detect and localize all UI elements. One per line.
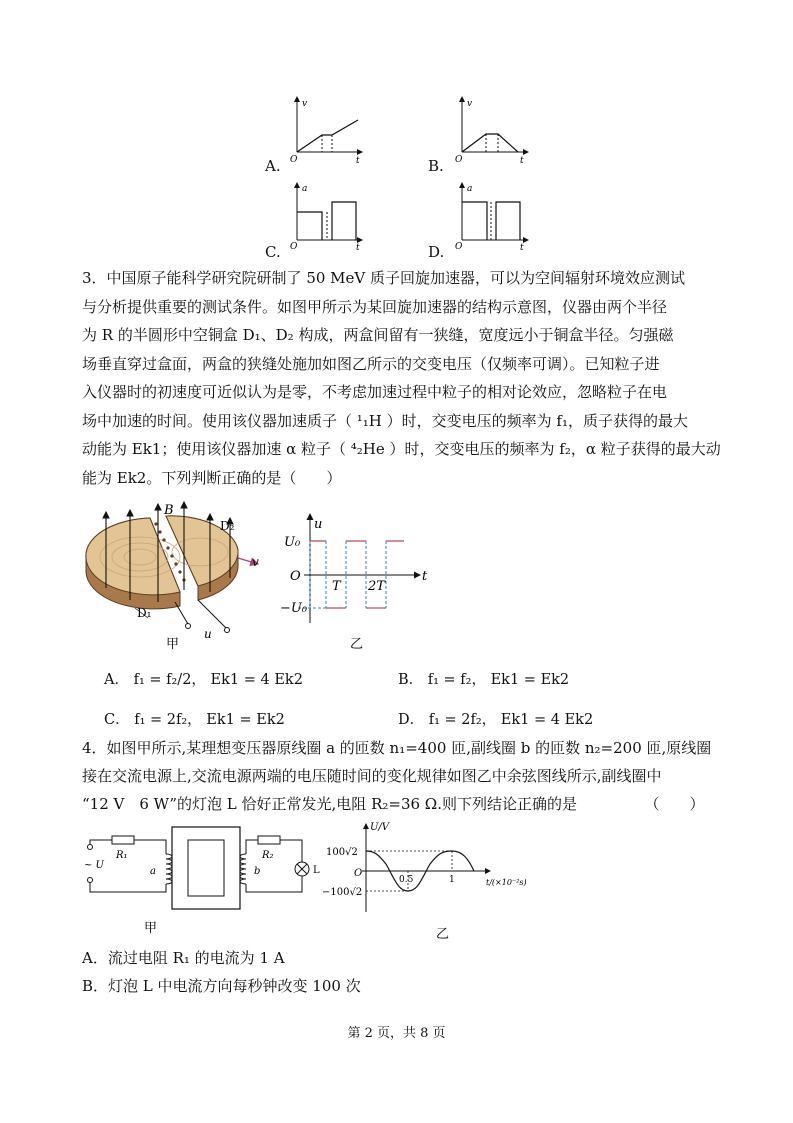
q2d-origin: O (455, 242, 463, 252)
q3-stem (82, 264, 722, 492)
q4-fig2-axis-x: t/(×10⁻²s) (486, 878, 527, 887)
q2c-axis-y: a (302, 184, 308, 194)
q2a-origin: O (290, 155, 298, 165)
q3-line: 能为 Ek2。下列判断正确的是（ ） (82, 468, 342, 487)
q2d-axis-y: a (467, 184, 473, 194)
q4-fig2-label-05: 0.5 (399, 875, 414, 885)
q3-fig-caption-jia: 甲 (166, 637, 180, 652)
q2a-axis-x: t (356, 156, 360, 166)
q2-option-c-label[interactable]: C. (265, 243, 281, 261)
q4-fig-caption-jia: 甲 (144, 921, 158, 936)
q4-stem (82, 734, 722, 818)
q3-fig-label-d2: D₂ (220, 519, 235, 533)
q3-fig2-label-t: T (332, 579, 341, 594)
q4-fig2-label-neg: −100√2 (322, 887, 363, 898)
q4-fig2-label-o: O (354, 868, 363, 879)
q2c-axis-x: t (356, 243, 360, 253)
q4-fig-label-l: L (313, 865, 320, 876)
q3-fig2-label-neg-u0: −U₀ (280, 601, 308, 616)
q2-option-b-label[interactable]: B. (428, 157, 444, 175)
q2-option-a-label[interactable]: A. (265, 157, 281, 175)
q3-line: 3．中国原子能科学研究院研制了 50 MeV 质子回旋加速器，可以为空间辐射环境效应测试 (82, 269, 686, 287)
q4-fig2-caption-yi: 乙 (436, 927, 450, 942)
q3-fig2-label-t-axis: t (422, 569, 428, 584)
q3-voltage-figure (280, 508, 440, 658)
q3-fig2-label-u: u (314, 517, 323, 532)
q2-graph-b (455, 97, 528, 166)
q3-option-d[interactable]: D． f₁ = 2f₂， Ek1 = 4 Ek2 (398, 712, 594, 728)
q2d-axis-x: t (520, 243, 524, 253)
q3-fig-label-v: v (252, 555, 259, 569)
q3-line: 为 R 的半圆形中空铜盒 D₁、D₂ 构成，两盒间留有一狭缝，宽度远小于铜盒半径。匀强磁 (82, 326, 674, 344)
q2b-axis-x: t (520, 156, 524, 166)
page-footer: 第 2 页，共 8 页 (347, 1026, 446, 1041)
q3-fig-label-b: B (164, 503, 174, 518)
q4-option-a[interactable]: A．流过电阻 R₁ 的电流为 1 A (82, 949, 285, 967)
q2-option-d-label[interactable]: D. (428, 243, 445, 261)
q2-graphs (0, 0, 793, 265)
q3-option-b[interactable]: B． f₁ = f₂， Ek1 = Ek2 (398, 672, 570, 688)
q4-fig-label-u: ~ U (84, 860, 104, 871)
q4-fig2-axis-y: U/V (370, 822, 390, 833)
q4-transformer-figure (80, 822, 330, 938)
q2-graph-d (455, 183, 528, 253)
q3-line: 场中加速的时间。使用该仪器加速质子（ ¹₁H ）时，交变电压的频率为 f₁，质子获得的最大 (82, 411, 688, 430)
q3-fig-label-u: u (204, 627, 212, 641)
q3-option-a[interactable]: A． f₁ = f₂/2， Ek1 = 4 Ek2 (104, 672, 303, 688)
q4-fig2-label-1: 1 (449, 875, 455, 885)
q3-fig2-label-o: O (290, 569, 301, 584)
q3-option-c[interactable]: C． f₁ = 2f₂， Ek1 = Ek2 (104, 712, 285, 728)
q2b-origin: O (455, 155, 463, 165)
q2-graph-a (290, 97, 362, 166)
q4-voltage-figure (318, 816, 538, 942)
q3-line: 场垂直穿过盒面，两盒的狭缝处施加如图乙所示的交变电压（仅频率可调）。已知粒子进 (82, 354, 660, 373)
q2-graph-c (290, 183, 362, 253)
q2c-origin: O (290, 242, 298, 252)
q2a-axis-y: v (302, 99, 308, 109)
q3-fig2-label-u0: U₀ (284, 535, 301, 550)
q3-fig2-caption-yi: 乙 (350, 637, 364, 652)
q3-line: 入仪器时的初速度可近似认为是零，不考虑加速过程中粒子的相对论效应，忽略粒子在电 (82, 383, 668, 401)
q4-line: 接在交流电源上,交流电源两端的电压随时间的变化规律如图乙中余弦图线所示,副线圈中 (82, 767, 662, 785)
q2b-axis-y: v (467, 99, 473, 109)
q4-fig-label-r2: R₂ (262, 850, 274, 861)
q3-fig2-label-2t: 2T (368, 579, 385, 594)
q4-fig2-label-pos: 100√2 (326, 847, 358, 858)
q3-fig-label-d1: D₁ (137, 606, 152, 620)
q4-line: “12 V 6 W”的灯泡 L 恰好正常发光,电阻 R₂=36 Ω.则下列结论正确的是 （ ） (82, 795, 705, 813)
q4-option-b[interactable]: B．灯泡 L 中电流方向每秒钟改变 100 次 (82, 977, 361, 995)
q4-fig-label-b: b (254, 866, 261, 877)
q4-line: 4．如图甲所示,某理想变压器原线圈 a 的匝数 n₁=400 匝,副线圈 b 的匝数 n₂=200 匝,原线圈 (82, 739, 712, 757)
q3-line: 动能为 Ek1；使用该仪器加速 α 粒子（ ⁴₂He ）时，交变电压的频率为 f₂，α 粒子获得的最大动 (82, 440, 721, 458)
q3-line: 与分析提供重要的测试条件。如图甲所示为某回旋加速器的结构示意图，仪器由两个半径 (82, 297, 668, 316)
q3-cyclotron-figure (80, 500, 280, 660)
q4-fig-label-a: a (150, 866, 156, 877)
q4-fig-label-r1: R₁ (116, 850, 128, 861)
